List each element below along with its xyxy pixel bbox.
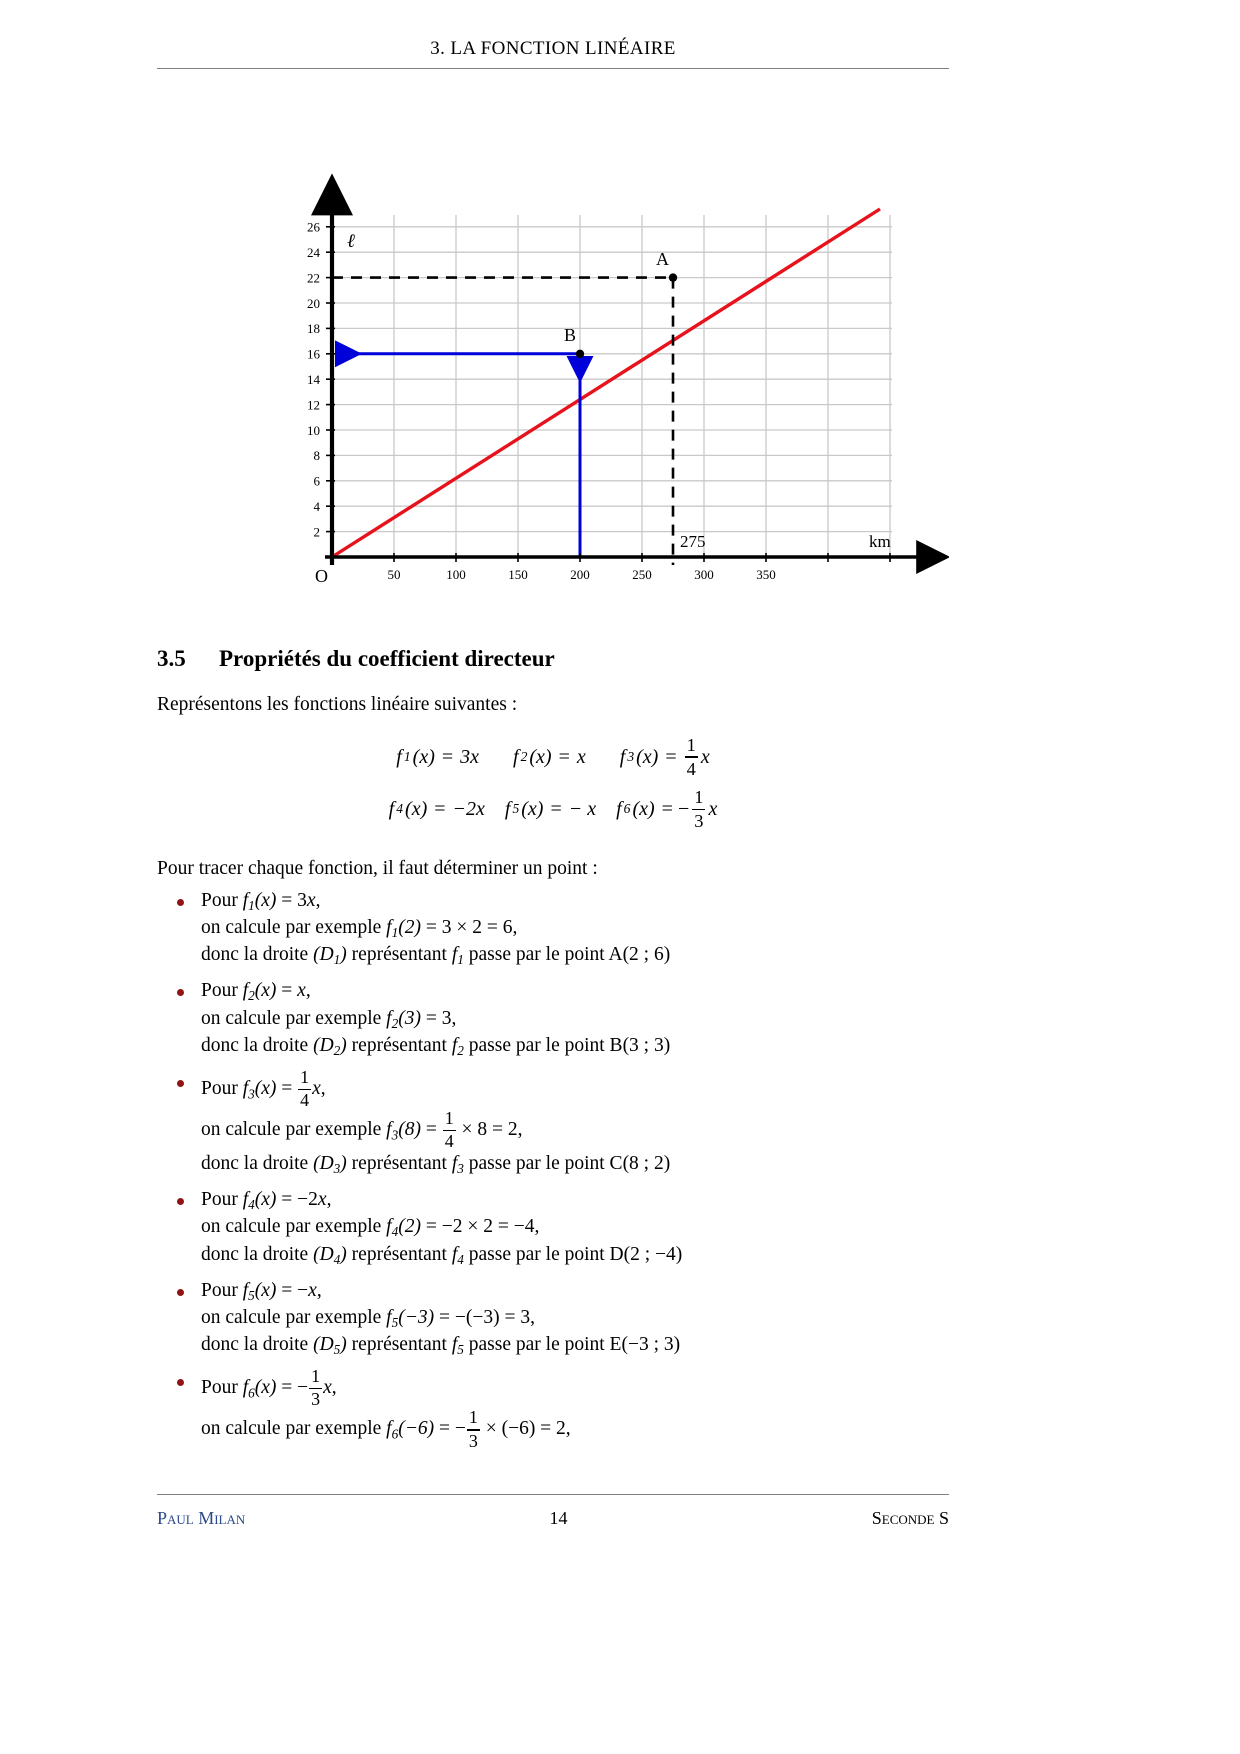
y-tick-label: 18 xyxy=(307,321,320,337)
section-heading xyxy=(157,646,949,672)
list-item-line-2: on calcule par exemple $f_3(8)$ = $\frac{1}{4}$ × 8 = 2, xyxy=(201,1108,523,1152)
y-tick-label: 10 xyxy=(307,422,320,438)
eq-f1-index: 1 xyxy=(403,749,411,765)
eq-f2-index: 2 xyxy=(520,749,528,765)
y-tick-label: 4 xyxy=(313,499,320,514)
x-tick-label: 350 xyxy=(756,567,776,582)
eq-f6-var: x xyxy=(708,797,718,820)
equation-block xyxy=(157,736,949,830)
header-title: 3. LA FONCTION LINÉAIRE xyxy=(430,38,676,59)
footer-author: Paul Milan xyxy=(157,1508,246,1528)
eq-f3-fraction xyxy=(685,736,698,778)
y-tick-label: 8 xyxy=(313,448,320,464)
y-tick-label: 24 xyxy=(307,245,320,260)
function-bullet-list xyxy=(157,888,949,1460)
eq-f1-rhs: 3x xyxy=(460,745,480,768)
list-item-line-3: donc la droite $(D_2)$ représentant $f_2$ passe par le point B(3 ; 3) xyxy=(201,1034,671,1058)
eq-f4-index: 4 xyxy=(396,801,404,817)
equation-f3: f 3 (x) = $\frac{1}{4}$ x xyxy=(619,735,710,779)
list-item-line-1: Pour $f_6(x)$ = − $\frac{1}{3}$ x, xyxy=(201,1366,337,1410)
equation-f1: f 1 (x) = 3x xyxy=(396,745,480,768)
list-item-line-1: Pour $f_1(x) = 3x$, xyxy=(201,890,321,914)
footer-rule xyxy=(157,1494,949,1495)
inline-fraction: $\frac{1}{3}$ xyxy=(468,1407,478,1451)
eq-f3-denominator: 4 xyxy=(686,758,696,779)
list-item-line-2: on calcule par exemple $f_4(2) = -2 \times 2 = -4$, xyxy=(201,1216,540,1240)
y-tick-label: 12 xyxy=(307,397,320,413)
eq-f3-index: 3 xyxy=(627,749,635,765)
section-title: Propriétés du coefficient directeur xyxy=(219,646,555,671)
eq-f2-name: f xyxy=(513,745,519,768)
list-item-line-1: Pour $f_4(x) = -2x$, xyxy=(201,1189,332,1213)
eq-f4-name: f xyxy=(388,797,395,820)
grid-lines xyxy=(332,215,892,557)
list-item xyxy=(157,888,949,969)
list-item-line-3: donc la droite $(D_5)$ représentant $f_5$ passe par le point E(−3 ; 3) xyxy=(201,1334,681,1358)
inline-fraction: $\frac{1}{4}$ xyxy=(300,1066,310,1111)
footer-page-number: 14 xyxy=(549,1508,568,1528)
eq-f3-numerator: 1 xyxy=(686,735,696,755)
list-item-line-2: on calcule par exemple $f_1(2) = 3 \times 2 = 6$, xyxy=(201,917,518,941)
eq-f4-rhs: −2x xyxy=(452,797,485,820)
y-tick-label: 6 xyxy=(313,473,320,489)
fraction-bar xyxy=(685,756,698,757)
tracer-paragraph: Pour tracer chaque fonction, il faut déterminer un point : xyxy=(157,858,598,879)
x-special-label: 275 xyxy=(680,532,706,551)
equation-f2: f 2 (x) = x xyxy=(513,745,586,768)
y-tick-label: 22 xyxy=(307,270,320,286)
eq-f6-fraction xyxy=(692,788,705,830)
list-item xyxy=(157,1278,949,1359)
graph-svg xyxy=(157,95,949,615)
intro-paragraph: Représentons les fonctions linéaire suivantes : xyxy=(157,694,518,715)
y-tick-label: 20 xyxy=(307,295,320,311)
point-b-label: B xyxy=(563,325,576,345)
dashed-helpers-A xyxy=(332,278,673,565)
y-axis-unit-label: ℓ xyxy=(347,231,355,252)
bullet-dot-icon xyxy=(177,899,184,906)
x-tick-label: 100 xyxy=(446,567,466,582)
list-item xyxy=(157,1066,949,1178)
x-tick-label: 150 xyxy=(508,567,528,582)
list-item-line-2: on calcule par exemple $f_5(-3) = -(-3) = 3$, xyxy=(201,1306,535,1331)
equation-f4: f 4 (x) = −2x xyxy=(388,797,485,820)
list-item-line-3: donc la droite $(D_4)$ représentant $f_4$ passe par le point D(2 ; −4) xyxy=(201,1243,683,1267)
eq-f6-denominator: 3 xyxy=(694,810,704,831)
x-tick-label: 300 xyxy=(694,567,714,582)
list-item-line-2: on calcule par exemple $f_2(3) = 3$, xyxy=(201,1007,457,1031)
eq-f5-index: 5 xyxy=(512,801,520,817)
x-axis-unit-label: km xyxy=(869,532,891,551)
page-header xyxy=(157,38,949,60)
y-tick-label: 26 xyxy=(307,219,320,235)
origin-label: O xyxy=(315,566,328,586)
list-item-line-1: Pour $f_3(x)$ = $\frac{1}{4}$ x, xyxy=(201,1066,326,1111)
bullet-dot-icon xyxy=(177,1198,184,1205)
equation-f5: f 5 (x) = − x xyxy=(504,797,597,820)
list-item-line-2: on calcule par exemple $f_6(-6)$ = − $\frac{1}{3}$ × (−6) = 2, xyxy=(201,1407,571,1451)
eq-f2-rhs: x xyxy=(576,745,586,768)
equation-row-2 xyxy=(157,788,949,830)
bullet-dot-icon xyxy=(177,1289,184,1296)
eq-f3-name: f xyxy=(619,745,626,768)
footer-class: Seconde S xyxy=(871,1508,949,1528)
bullet-dot-icon xyxy=(177,1379,184,1386)
eq-f5-name: f xyxy=(504,797,511,820)
list-item-line-1: Pour $f_2(x) = x$, xyxy=(201,980,311,1004)
page-footer xyxy=(157,1508,949,1529)
list-item-line-1: Pour $f_5(x) = -x$, xyxy=(201,1279,322,1303)
list-item-line-3: donc la droite $(D_3)$ représentant $f_3$ passe par le point C(8 ; 2) xyxy=(201,1153,671,1177)
x-tick-label: 50 xyxy=(387,567,401,582)
eq-f6-index: 6 xyxy=(623,801,631,817)
point-a-marker xyxy=(669,273,677,281)
fraction-bar xyxy=(692,809,705,810)
y-tick-label: 2 xyxy=(313,524,320,540)
point-b-marker xyxy=(576,350,584,358)
inline-fraction: $\frac{1}{3}$ xyxy=(311,1366,321,1410)
point-a-label: A xyxy=(656,249,669,269)
equation-f6: f 6 (x) = − $\frac{1}{3}$ x xyxy=(616,787,718,831)
inline-fraction: $\frac{1}{4}$ xyxy=(444,1108,454,1152)
x-tick-label: 250 xyxy=(632,567,652,582)
equation-row-1 xyxy=(157,736,949,778)
list-item xyxy=(157,1187,949,1268)
eq-f6-name: f xyxy=(616,797,622,820)
bullet-dot-icon xyxy=(177,989,184,996)
eq-f5-rhs: − x xyxy=(568,797,597,820)
eq-f1-name: f xyxy=(396,745,402,768)
y-tick-label: 14 xyxy=(307,372,320,387)
eq-f3-var: x xyxy=(700,745,710,768)
section-number: 3.5 xyxy=(157,646,186,671)
y-tick-label: 16 xyxy=(307,346,320,362)
x-axis-tick-labels xyxy=(388,567,776,582)
header-rule xyxy=(157,68,949,69)
list-item xyxy=(157,978,949,1059)
list-item xyxy=(157,1368,949,1450)
list-item-line-3: donc la droite $(D_1)$ représentant $f_1$ passe par le point A(2 ; 6) xyxy=(201,944,671,968)
function-line xyxy=(332,209,880,557)
eq-f6-numerator: 1 xyxy=(694,787,704,808)
graph-figure xyxy=(157,95,949,615)
y-axis-tick-labels xyxy=(307,220,321,540)
x-tick-label: 200 xyxy=(570,567,590,582)
bullet-dot-icon xyxy=(177,1080,184,1087)
